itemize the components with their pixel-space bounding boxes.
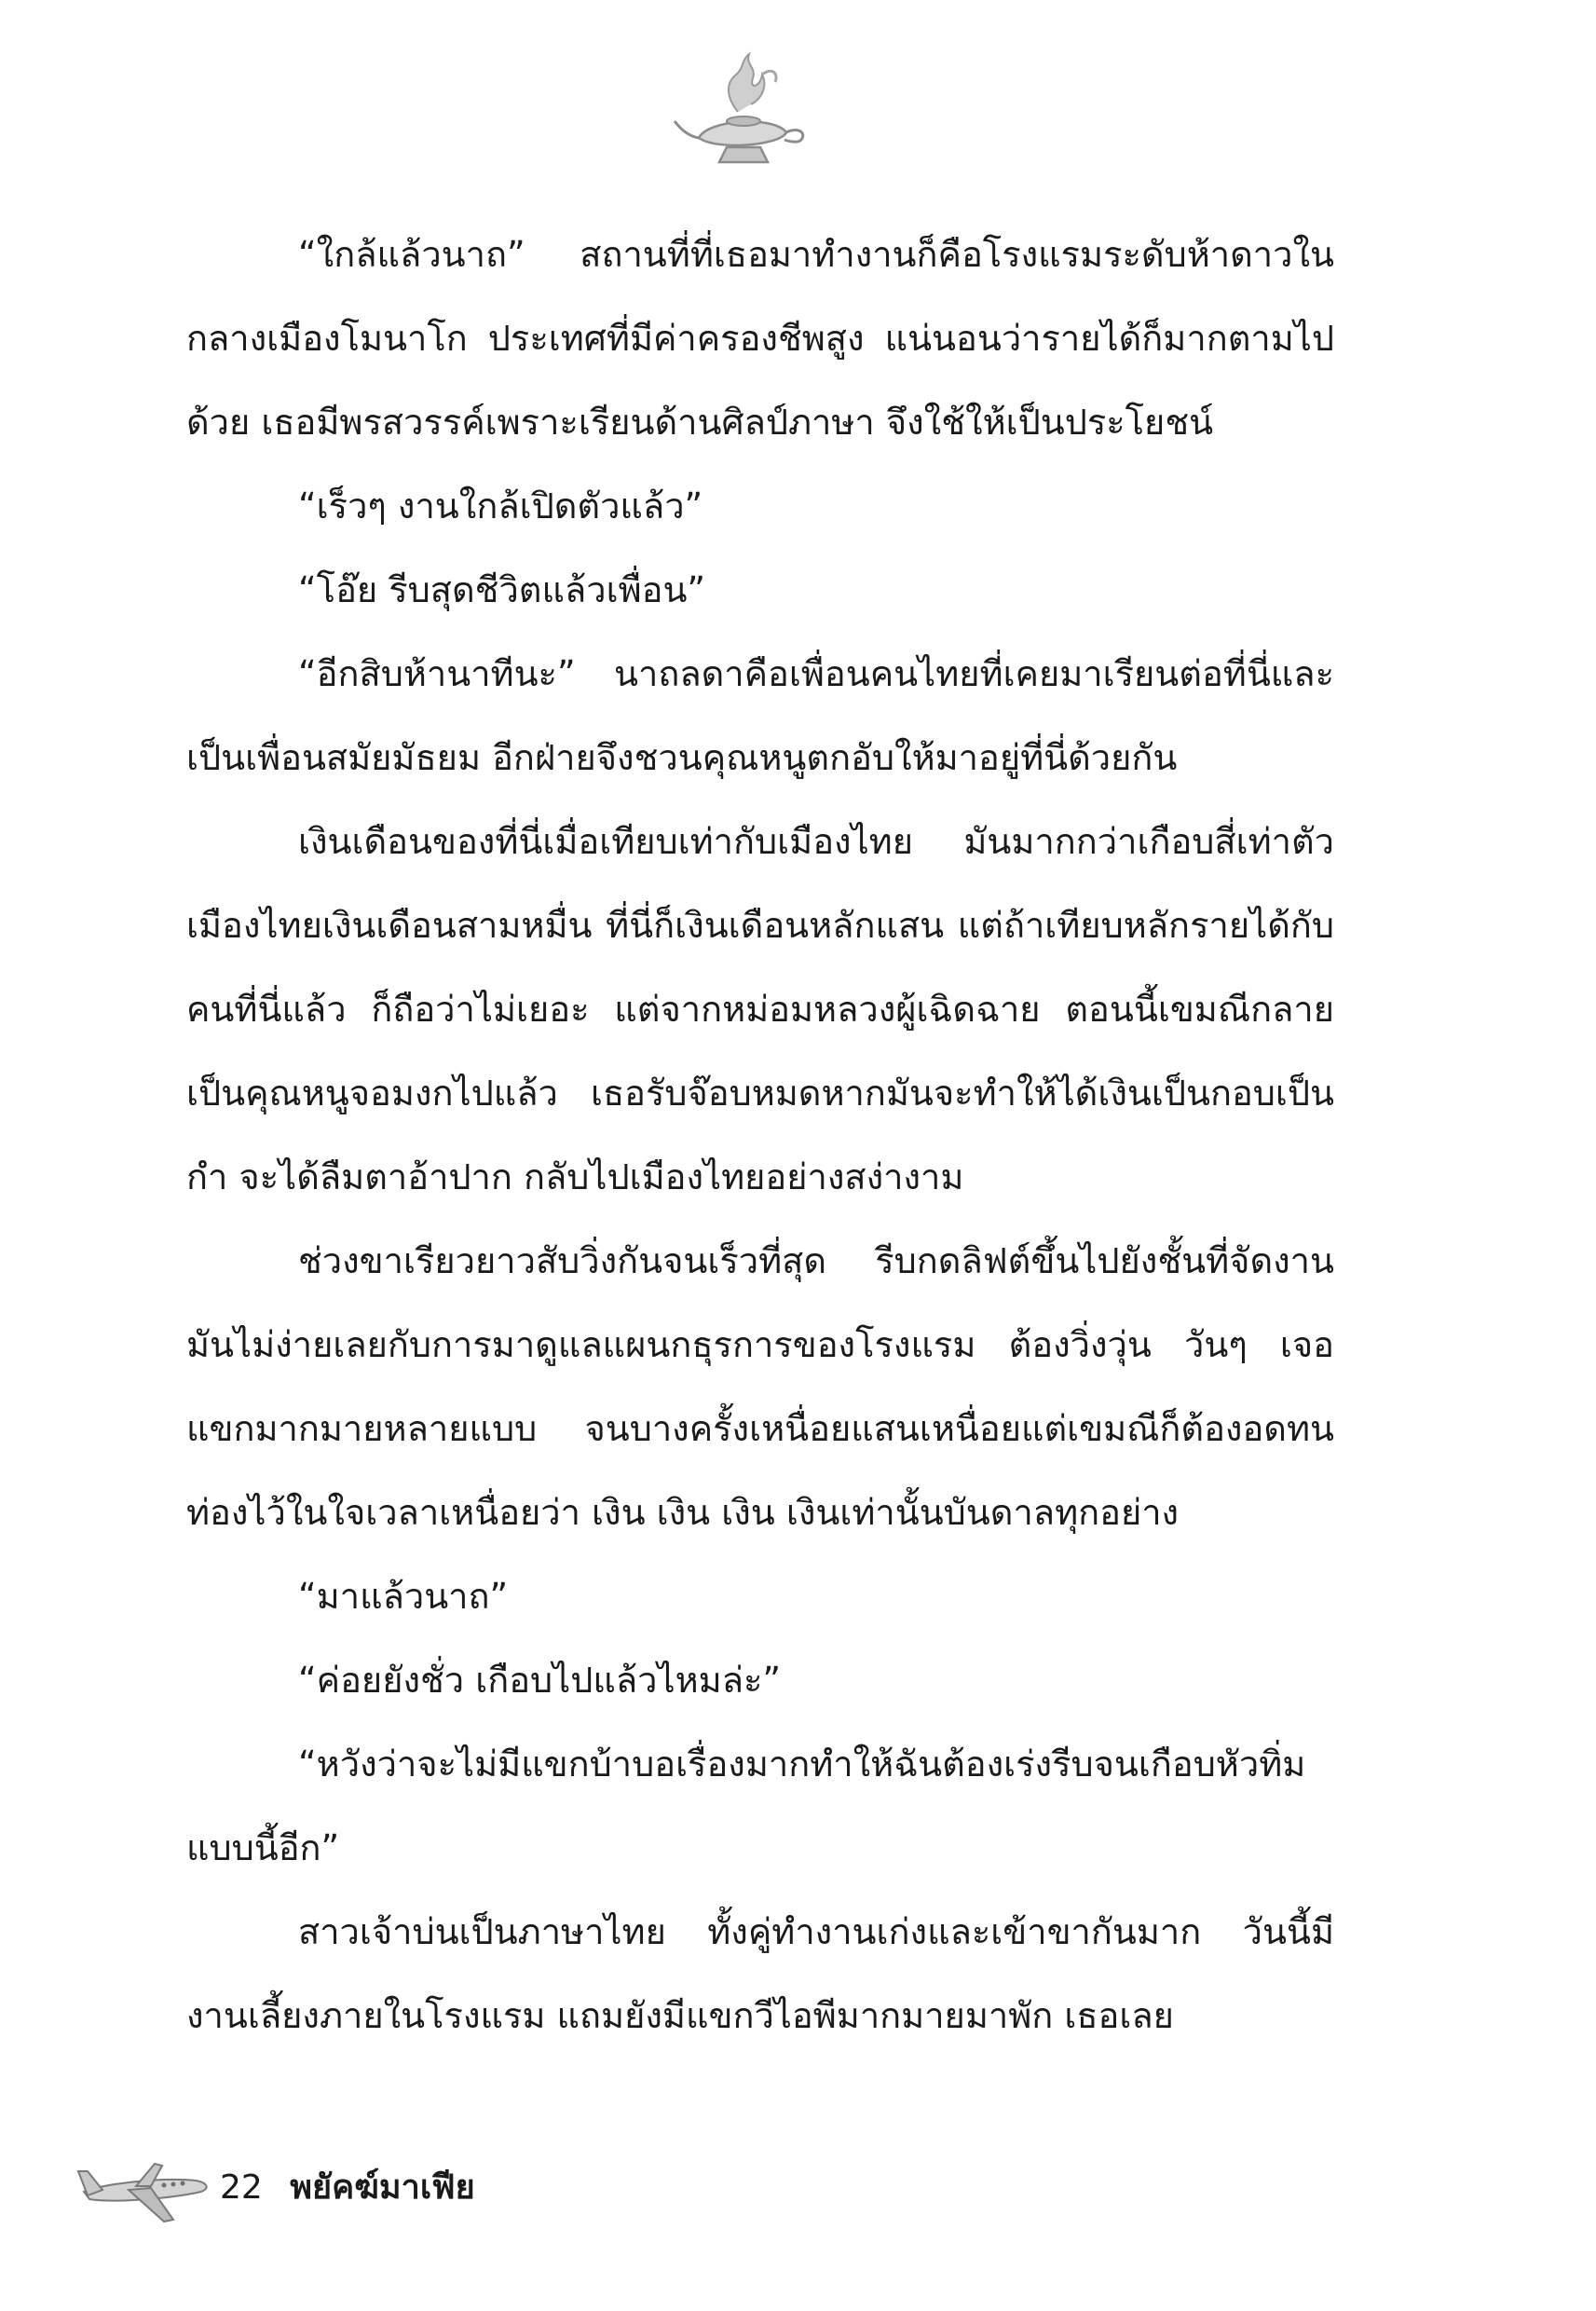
paragraph: สาวเจ้าบ่นเป็นภาษาไทย ทั้งคู่ทำงานเก่งและเข้าขากันมาก วันนี้มีงานเลี้ยงภายในโรงแรม แถมยังมีแขกวีไอพีมากมายมาพัก เธอเลย [186, 1911, 1334, 2036]
paragraph: เงินเดือนของที่นี่เมื่อเทียบเท่ากับเมืองไทย มันมากกว่าเกือบสี่เท่าตัว เมืองไทยเงินเดือนสามหมื่น ที่นี่ก็เงินเดือนหลักแสน แต่ถ้าเทียบหลักรายได้กับคนที่นี่แล้ว ก็ถือว่าไม่เยอะ แต่จากหม่อมหลวงผู้เฉิดฉาย ตอนนี้เขมณีกลายเป็นคุณหนูจอมงกไปแล้ว เธอรับจ๊อบหมดหากมันจะทำให้ได้เงินเป็นกอบเป็นกำ จะได้ลืมตาอ้าปาก กลับไปเมืองไทยอย่างสง่างาม [186, 821, 1334, 1197]
story-text [186, 212, 1334, 2058]
page-footer [220, 2160, 475, 2213]
paragraph: “โอ๊ย รีบสุดชีวิตแล้วเพื่อน” [298, 569, 706, 610]
genie-lamp-icon [671, 47, 820, 177]
book-title: พยัคฆ์มาเฟีย [290, 2168, 475, 2207]
paragraph: “มาแล้วนาถ” [298, 1576, 509, 1617]
airplane-icon [75, 2143, 214, 2227]
paragraph: “เร็วๆ งานใกล้เปิดตัวแล้ว” [298, 485, 703, 526]
paragraph: “หวังว่าจะไม่มีแขกบ้าบอเรื่องมากทำให้ฉันต้องเร่งรีบจนเกือบหัวทิ่มแบบนี้อีก” [186, 1744, 1306, 1868]
paragraph: “ค่อยยังชั่ว เกือบไปแล้วไหมล่ะ” [298, 1660, 782, 1701]
paragraph: “ใกล้แล้วนาถ” สถานที่ที่เธอมาทำงานก็คือโรงแรมระดับห้าดาวในกลางเมืองโมนาโก ประเทศที่มีค่าครองชีพสูง แน่นอนว่ารายได้ก็มากตามไปด้วย เธอมีพรสวรรค์เพราะเรียนด้านศิลป์ภาษา จึงใช้ให้เป็นประโยชน์ [186, 234, 1334, 443]
paragraph: “อีกสิบห้านาทีนะ” นาถลดาคือเพื่อนคนไทยที่เคยมาเรียนต่อที่นี่และเป็นเพื่อนสมัยมัธยม อีกฝ่ายจึงชวนคุณหนูตกอับให้มาอยู่ที่นี่ด้วยกัน [186, 653, 1334, 778]
page-number: 22 [220, 2168, 263, 2207]
paragraph: ช่วงขาเรียวยาวสับวิ่งกันจนเร็วที่สุด รีบกดลิฟต์ขึ้นไปยังชั้นที่จัดงาน มันไม่ง่ายเลยกับการมาดูแลแผนกธุรการของโรงแรม ต้องวิ่งวุ่น วันๆ เจอแขกมากมายหลายแบบ จนบางครั้งเหนื่อยแสนเหนื่อยแต่เขมณีก็ต้องอดทน ท่องไว้ในใจเวลาเหนื่อยว่า เงิน เงิน เงิน เงินเท่านั้นบันดาลทุกอย่าง [186, 1240, 1334, 1533]
